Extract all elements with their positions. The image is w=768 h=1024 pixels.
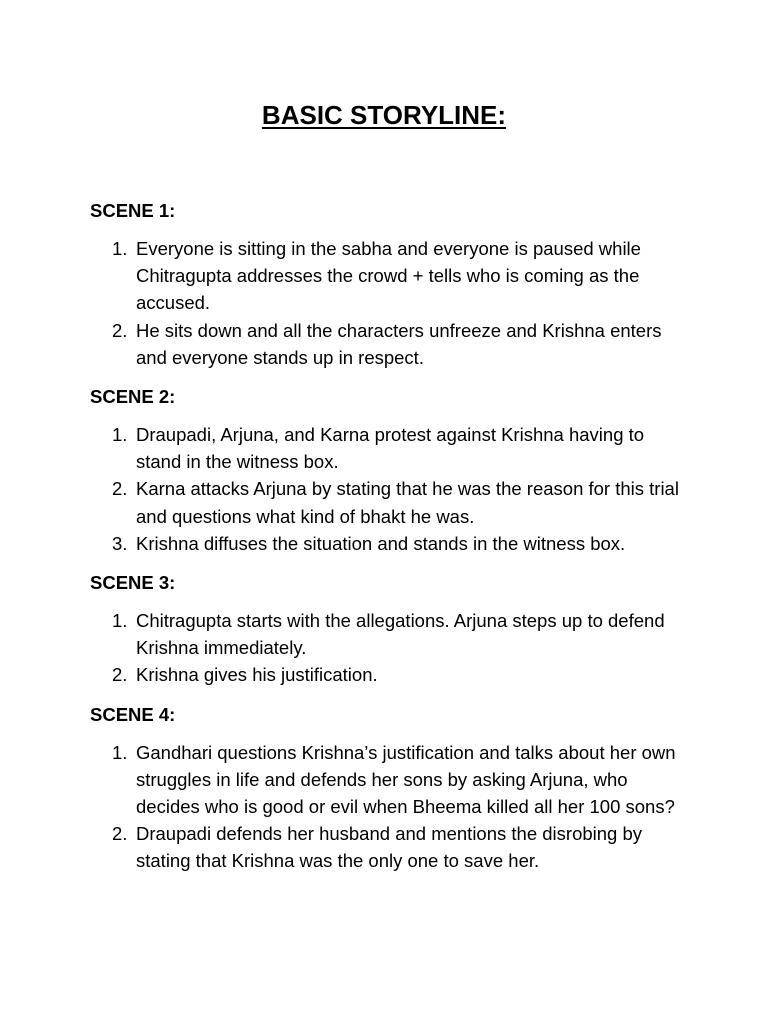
document-body — [90, 197, 690, 887]
scene-4-heading: SCENE 4: — [90, 703, 176, 725]
list-item-text: Draupadi defends her husband and mentions the disrobing by stating that Krishna was the only one to save her. — [136, 823, 643, 872]
scene-2-heading: SCENE 2: — [90, 386, 176, 408]
list-item-text: Draupadi, Arjuna, and Karna protest against Krishna having to stand in the witness box. — [136, 424, 645, 473]
list-item-text: Krishna gives his justification. — [136, 664, 378, 686]
list-item — [90, 739, 690, 821]
list-item-number: 1. — [112, 741, 128, 763]
scene-3-list — [90, 607, 690, 689]
list-item-number: 1. — [112, 610, 128, 632]
list-item — [90, 820, 690, 874]
list-item-text: Chitragupta starts with the allegations. Arjuna steps up to defend Krishna immediately. — [136, 610, 665, 659]
list-item — [90, 421, 690, 475]
list-item-number: 1. — [112, 238, 128, 259]
list-item-number: 2. — [112, 664, 128, 686]
document-title: BASIC STORYLINE: — [261, 100, 507, 130]
scene-1-section — [90, 197, 690, 371]
list-item-text: Gandhari questions Krishna’s justification and talks about her own struggles in life and defends her sons by asking Arjuna, who decides who is good or evil when Bheema killed all her 100 sons? — [136, 741, 676, 818]
list-item — [90, 530, 690, 557]
scene-3-heading: SCENE 3: — [90, 572, 176, 594]
list-item-number: 2. — [112, 319, 128, 341]
list-item-text: Karna attacks Arjuna by stating that he was the reason for this trial and questions what kind of bhakt he was. — [136, 478, 679, 527]
scene-2-section — [90, 383, 690, 557]
scene-2-list — [90, 421, 690, 557]
list-item-number: 2. — [112, 478, 128, 500]
list-item — [90, 317, 690, 371]
scene-4-section — [90, 701, 690, 875]
scene-1-list — [90, 235, 690, 371]
scene-3-section — [90, 569, 690, 689]
list-item-text: Krishna diffuses the situation and stands in the witness box. — [136, 532, 626, 554]
scene-1-heading: SCENE 1: — [90, 200, 176, 221]
list-item — [90, 661, 690, 688]
list-item-text: Everyone is sitting in the sabha and everyone is paused while Chitragupta addresses the crowd + tells who is coming as the accused. — [136, 238, 641, 314]
list-item-number: 1. — [112, 424, 128, 446]
list-item-number: 3. — [112, 532, 128, 554]
list-item — [90, 235, 690, 317]
list-item — [90, 475, 690, 529]
list-item-number: 2. — [112, 823, 128, 845]
scene-4-list — [90, 739, 690, 875]
list-item-text: He sits down and all the characters unfreeze and Krishna enters and everyone stands up in respect. — [136, 319, 662, 368]
list-item — [90, 607, 690, 661]
